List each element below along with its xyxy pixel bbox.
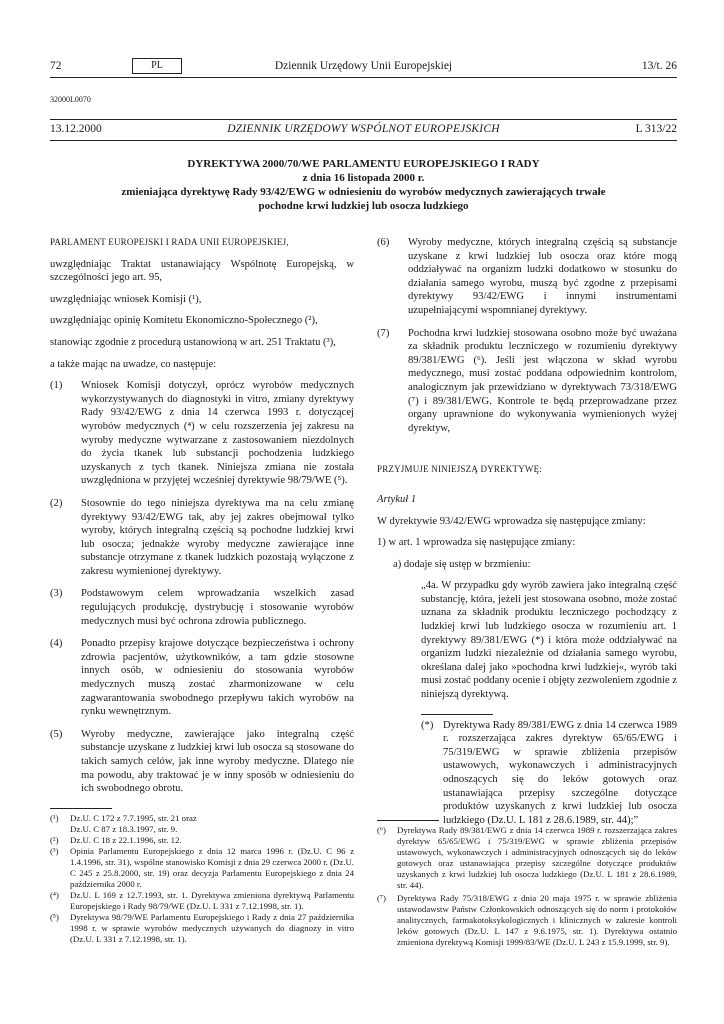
footnote: (⁴) Dz.U. L 169 z 12.7.1993, str. 1. Dyrektywa zmieniona dyrektywą Parlamentu Europejskiego i Rady 98/79/WE (Dz.U. L 331 z 7.12.1998, str. 1). [50,890,354,911]
recital-intro: stanowiąc zgodnie z procedurą ustanowioną w art. 251 Traktatu (³), [50,336,336,348]
recital-intro: a także mając na uwadze, co następuje: [50,358,217,370]
footnote: (⁷) Dyrektywa Rady 75/318/EWG z dnia 20 maja 1975 r. w sprawie zbliżenia ustawodawstw Państw Członkowskich odnoszących się do norm i protokołów analitycznych, farmakotoksykologicznych i klinicznych w zakresie kontroli leków gotowych (Dz.U. L 147 z 9.6.1975, str. 1). Dyrektywa ostatnio zmieniona dyrektywą Komisji 1999/83/WE (Dz.U. L 243 z 15.9.1999, str. 9). [377,893,677,947]
inner-footnote: (*) Dyrektywa Rady 89/381/EWG z dnia 14 czerwca 1989 r. rozszerzająca zakres dyrektyw 65/65/EWG i 75/319/EWG w sprawie zbliżenia przepisów ustawowych, wykonawczych i administracyjnych odnoszących się do leków gotowych oraz ustanawiająca przepisy szczególne dotyczące produktów uzyskanych z krwi ludzkiej lub osocza ludzkiego (Dz.U. L 181 z 28.6.1989, str. 44);” [421,719,677,826]
right-footnotes [377,820,677,948]
journal-title: Dziennik Urzędowy Unii Europejskiej [274,60,453,72]
recital-item: (1) Wniosek Komisji dotyczył, oprócz wyrobów medycznych wykorzystywanych do diagnostyki in vitro, zmiany dyrektywy Rady 93/42/EWG z dnia 14 czerwca 1993 r. dotyczącej wyrobów medycznych (⁴) w celu rozszerzenia jej zakresu na wyroby medyczne wytwarzane z zastosowaniem niezdolnych do życia tkanek lub substancji pochodzenia ludzkiego uzyskanych z tych tkanek. Niniejsza zmiana nie została uwzględniona w przyjętej wcześniej dyrektywie 98/79/WE (⁵). [50,380,354,487]
right-column [377,236,677,827]
recital-item: (6) Wyroby medyczne, których integralną częścią są substancje uzyskane z krwi ludzkiej lub osocza oraz które mogą oddziaływać na organizm ludzki dodatkowo w stosunku do działania samego wyrobu, muszą być zgodne z przepisami dyrektywy 93/42/EWG i innymi instrumentami uzupełniającymi wspomnianej dyrektywy. [377,237,677,316]
footnote-divider [50,808,112,809]
recital-item: (5) Wyroby medyczne, zawierające jako integralną część substancje uzyskane z ludzkiej krwi lub osocza są stosowane do takich samych celów, jak inne wyroby medyczne. Dlatego nie ma powodu, aby traktować je w inny sposób w odniesieniu do ich swobodnego obrotu. [50,728,354,795]
publication-date: 13.12.2000 [50,123,102,135]
recital-item: (7) Pochodna krwi ludzkiej stosowana osobno może być uważana za składnik produktu leczniczego w rozumieniu dyrektywy 89/381/EWG (⁶). Jeśli jest włączona w skład wyrobu medycznego, musi zostać poddana odpowiednim kontrolom, analogicznym jak przewidziano w dyrektywach 73/318/EWG (⁷) i 89/381/EWG. Kontrole te będą przeprowadzane przez organy uprawnione do wykonywania wymienionych wyżej dyrektyw, [377,327,677,434]
footnote: Dz.U. C 87 z 18.3.1997, str. 9. [70,824,178,834]
recital-intro: uwzględniając wniosek Komisji (¹), [50,293,202,305]
page-header [50,58,677,78]
article-intro: W dyrektywie 93/42/EWG wprowadza się następujące zmiany: [377,515,646,527]
language-box: PL [132,58,182,74]
original-journal-title: DZIENNIK URZĘDOWY WSPÓLNOT EUROPEJSKICH [227,123,500,135]
quoted-paragraph: „4a. W przypadku gdy wyrób zawiera jako integralną część substancję, która, jeżeli jest stosowana osobno, może zostać uznana za składnik produktu leczniczego pochodzący z ludzkiej krwi lub ludzkiego osocza w rozumieniu art. 1 dyrektywy 89/381/EWG (*) i która może oddziaływać na organizm ludzki niezależnie od działania samego wyrobu, określana dalej jako »pochodna krwi ludzkiej«, wyrób taki musi zostać poddany ocenie i objęty zezwoleniem zgodnie z niniejszą dyrektywą. [421,580,677,701]
amendment-point: 1) w art. 1 wprowadza się następujące zmiany: [377,537,576,549]
celex-number: 32000L0070 [50,95,91,104]
recital-intro: uwzględniając Traktat ustanawiający Wspólnotę Europejską, w szczególności jego art. 95, [50,258,354,284]
original-header [50,123,677,139]
left-footnotes [50,808,354,945]
title-line: DYREKTYWA 2000/70/WE PARLAMENTU EUROPEJSKIEGO I RADY [187,158,540,170]
page-number: 72 [50,60,62,72]
recital-intro: uwzględniając opinię Komitetu Ekonomiczno-Społecznego (²), [50,315,318,327]
inner-footnote-block [377,714,677,828]
adoption-formula: PRZYJMUJE NINIEJSZĄ DYREKTYWĘ: [377,464,542,475]
header-divider [50,77,677,78]
footnote: (⁵) Dyrektywa 98/79/WE Parlamentu Europejskiego i Rady z dnia 27 października 1998 r. w sprawie wyrobów medycznych używanych do diagnozy in vitro (Dz.U. L 331 z 7.12.1998, str. 1). [50,912,354,944]
left-column [50,236,354,805]
recital-item: (3) Podstawowym celem wprowadzania wszelkich zasad regulujących produkcję, dystrybucję i stosowanie wyrobów medycznych musi być ochrona zdrowia publicznego. [50,588,354,627]
divider [50,140,677,141]
recital-item: (4) Ponadto przepisy krajowe dotyczące bezpieczeństwa i ochrony zdrowia pacjentów, użytkowników, a tam gdzie stosowne innych osób, w odniesieniu do stosowania wyrobów medycznych muszą zostać zharmonizowane w celu zagwarantowania swobodnego przepływu takich wyrobów na rynku wewnętrznym. [50,638,354,718]
oj-reference: L 313/22 [635,123,677,135]
recital-item: (2) Stosownie do tego niniejsza dyrektywa ma na celu zmianę dyrektywy 93/42/EWG tak, aby jej zakres obejmował tylko wyroby, których integralną częścią są pochodne ludzkiej krwi lub osocza; jednakże wyroby medyczne zawierające inne substancje otrzymane z tkanek ludzkich pozostają wyłączone z zakresu wymienionej dyrektywy. [50,497,354,577]
footnote-divider [421,714,493,715]
footnote: (³) Opinia Parlamentu Europejskiego z dnia 12 marca 1996 r. (Dz.U. C 96 z 1.4.1996, str. 31), wspólne stanowisko Komisji z dnia 29 czerwca 2000 r. (Dz.U. C 245 z 25.8.2000, str. 19) oraz decyzja Parlamentu Europejskiego z dnia 24 października 2000 r. [50,846,354,889]
footnote: (²) Dz.U. C 18 z 22.1.1996, str. 12. [50,835,182,845]
divider [50,119,677,120]
volume-number: 13/t. 26 [641,60,677,72]
title-line: zmieniająca dyrektywę Rady 93/42/EWG w odniesieniu do wyrobów medycznych zawierających trwałe [121,186,606,198]
title-date: z dnia 16 listopada 2000 r. [302,172,425,184]
title-line: pochodne krwi ludzkiej lub osocza ludzkiego [258,200,469,212]
amendment-subpoint: a) dodaje się ustęp w brzmieniu: [393,558,531,570]
document-title [60,157,667,213]
footnote: (¹) Dz.U. C 172 z 7.7.1995, str. 21 oraz [50,813,197,823]
preamble-heading: PARLAMENT EUROPEJSKI I RADA UNII EUROPEJSKIEJ, [50,237,289,247]
footnote-divider [377,820,439,821]
article-heading: Artykuł 1 [377,493,417,505]
footnote: (⁶) Dyrektywa Rady 89/381/EWG z dnia 14 czerwca 1989 r. rozszerzająca zakres dyrektyw 65/65/EWG i 75/319/EWG w sprawie zbliżenia przepisów ustawowych, wykonawczych i administracyjnych odnoszących się do leków gotowych oraz ustanawiająca przepisy szczególne dotyczące produktów uzyskanych z krwi ludzkiej lub osocza ludzkiego (Dz.U. L 181 z 28.6.1989, str. 44). [377,825,677,890]
